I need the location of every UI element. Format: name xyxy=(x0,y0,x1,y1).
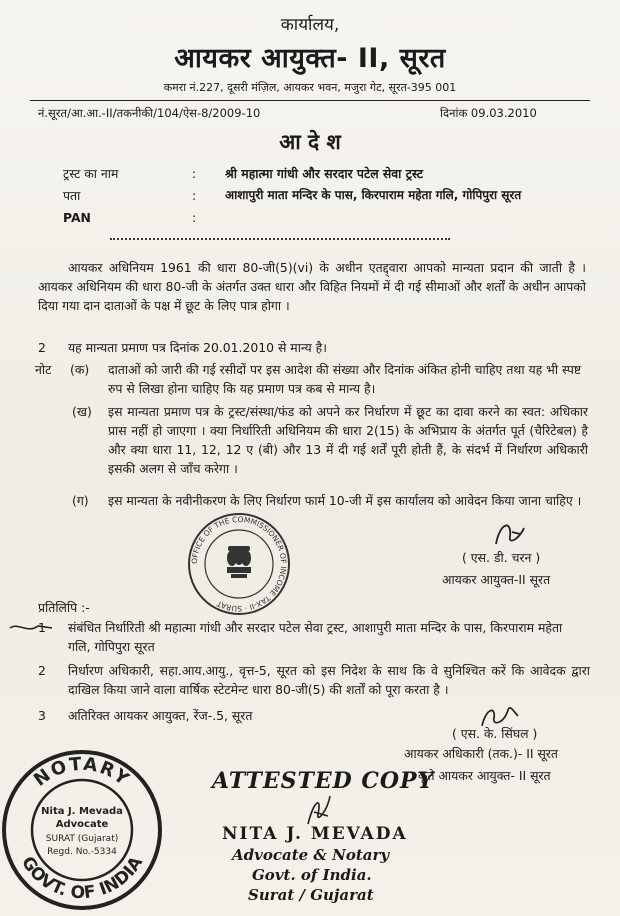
copy-item-3-number: 3 xyxy=(38,708,46,723)
paragraph-2-number: 2 xyxy=(38,340,46,355)
signatory-1-name: ( एस. डी. चरन ) xyxy=(462,550,541,565)
note-label: नोट xyxy=(35,362,52,377)
notary-seal-city: SURAT (Gujarat) xyxy=(45,834,119,844)
notary-seal xyxy=(0,748,164,912)
field-label-trust-name: ट्रस्ट का नाम xyxy=(63,166,119,181)
notary-line-1: Advocate & Notary xyxy=(232,846,390,864)
field-colon: : xyxy=(192,166,197,181)
notary-seal-top-text: NOTARY xyxy=(30,753,135,791)
office-title: आयकर आयुक्त- II, सूरत xyxy=(174,43,446,74)
notary-line-2: Govt. of India. xyxy=(252,866,372,884)
note-mark-ka: (क) xyxy=(70,362,90,377)
dotted-rule xyxy=(110,238,450,240)
seal-ring-text: OFFICE OF THE COMMISSIONER OF INCOME TAX-II · SURAT xyxy=(189,514,289,614)
signatory-1-designation: आयकर आयुक्त-II सूरत xyxy=(442,572,551,587)
paragraph-recognition: आयकर अधिनियम 1961 की धारा 80-जी(5)(vi) के अधीन एतद्द्वारा आपको मान्यता प्रदान की जाती है । आयकर अधिनियम की धारा 80-जी के अंतर्गत उक्त धारा और विहित नियमों में दी गई सीमाओं और शर्तों के अधीन आपको दिया गया दान दाताओं के पक्ष में छूट के लिए पात्र होगा । xyxy=(38,260,586,313)
reference-date: दिनांक 09.03.2010 xyxy=(440,106,537,120)
signatory-2-designation-2: कृते आयकर आयुक्त- II सूरत xyxy=(418,768,551,783)
signatory-2-name: ( एस. के. सिंघल ) xyxy=(452,726,538,741)
notary-seal-role: Advocate xyxy=(55,819,109,830)
copy-heading: प्रतिलिपि :- xyxy=(38,600,90,615)
copy-item-1-number: 1 xyxy=(38,620,46,635)
signature-commissioner xyxy=(490,518,530,550)
pen-tick-mark xyxy=(8,618,58,638)
field-colon: : xyxy=(192,188,197,203)
field-colon: : xyxy=(192,210,197,225)
field-label-address: पता xyxy=(63,188,81,203)
copy-item-1: संबंधित निर्धारिती श्री महात्मा गांधी और सरदार पटेल सेवा ट्रस्ट, आशापुरी माता मन्दिर के पास, किरपाराम महेता गलि, गोपिपुरा सूरत xyxy=(68,620,563,654)
copy-item-2: निर्धारण अधिकारी, सहा.आय.आयु., वृत्त-5, सूरत को इस निदेश के साथ कि वे सुनिश्चित करें कि आवेदक द्वारा दाखिल किया जाने वाला वार्षिक स्टेटमेन्ट धारा 80-जी(5) की शर्तों को पूरा करता है । xyxy=(68,663,590,697)
note-mark-kha: (ख) xyxy=(72,404,92,419)
attested-copy-stamp: ATTESTED COPY xyxy=(212,768,435,794)
header-rule xyxy=(30,100,590,101)
note-item-ka: दाताओं को जारी की गई रसीदों पर इस आदेश की संख्या और दिनांक अंकित होनी चाहिए तथा यह भी स्पष्ट रुप से लिखा होना चाहिए कि यह प्रमाण पत्र कब से मान्य है। xyxy=(108,362,582,396)
notary-line-3: Surat / Gujarat xyxy=(248,886,374,904)
office-address: कमरा नं.227, दूसरी मंज़िल, आयकर भवन, मजुरा गेट, सूरत-395 001 xyxy=(163,81,457,94)
notary-name: NITA J. MEVADA xyxy=(222,824,408,844)
signatory-2-designation-1: आयकर अधिकारी (तक.)- II सूरत xyxy=(404,746,558,761)
notary-seal-bottom-text: GOVT. OF INDIA xyxy=(17,853,147,904)
reference-number: नं.सूरत/आ.आ.-II/तकनीकी/104/ऐस-8/2009-10 xyxy=(38,106,261,120)
field-value-address: आशापुरी माता मन्दिर के पास, किरपाराम महेता गलि, गोपिपुरा सूरत xyxy=(225,188,522,202)
note-mark-ga: (ग) xyxy=(72,493,89,508)
note-item-kha: इस मान्यता प्रमाण पत्र के ट्रस्ट/संस्था/फंड को अपने कर निर्धारण में छूट का दावा करने का स्वत: अधिकार प्रास नहीं हो जाएगा । क्या निर्धारिती अधिनियम की धारा 2(15) के अभिप्राय के अंतर्गत पूर्त (चैरिटेबल) है और क्या धारा 11, 12, 12 ए (बी) और 13 में दी गई शर्तें पूरी होती हैं, के संदर्भ में निर्धारण अधिकारी इसकी अलग से जाँच करेगा । xyxy=(108,404,588,476)
paragraph-validity: यह मान्यता प्रमाण पत्र दिनांक 20.01.2010 से मान्य है। xyxy=(68,340,327,355)
notary-seal-name: Nita J. Mevada xyxy=(41,806,123,817)
copy-item-3: अतिरिक्त आयकर आयुक्त, रेंज-.5, सूरत xyxy=(68,708,253,723)
order-title: आ दे श xyxy=(279,130,341,154)
office-label: कार्यालय, xyxy=(280,15,340,35)
copy-item-2-number: 2 xyxy=(38,663,46,678)
field-label-pan: PAN xyxy=(63,210,91,225)
commissioner-seal xyxy=(184,512,294,616)
notary-seal-reg: Regd. No.-5334 xyxy=(47,847,117,857)
field-value-trust-name: श्री महात्मा गांधी और सरदार पटेल सेवा ट्रस्ट xyxy=(225,166,424,181)
note-item-ga: इस मान्यता के नवीनीकरण के लिए निर्धारण फार्म 10-जी में इस कार्यालय को आवेदन किया जाना चाहिए । xyxy=(108,493,582,508)
